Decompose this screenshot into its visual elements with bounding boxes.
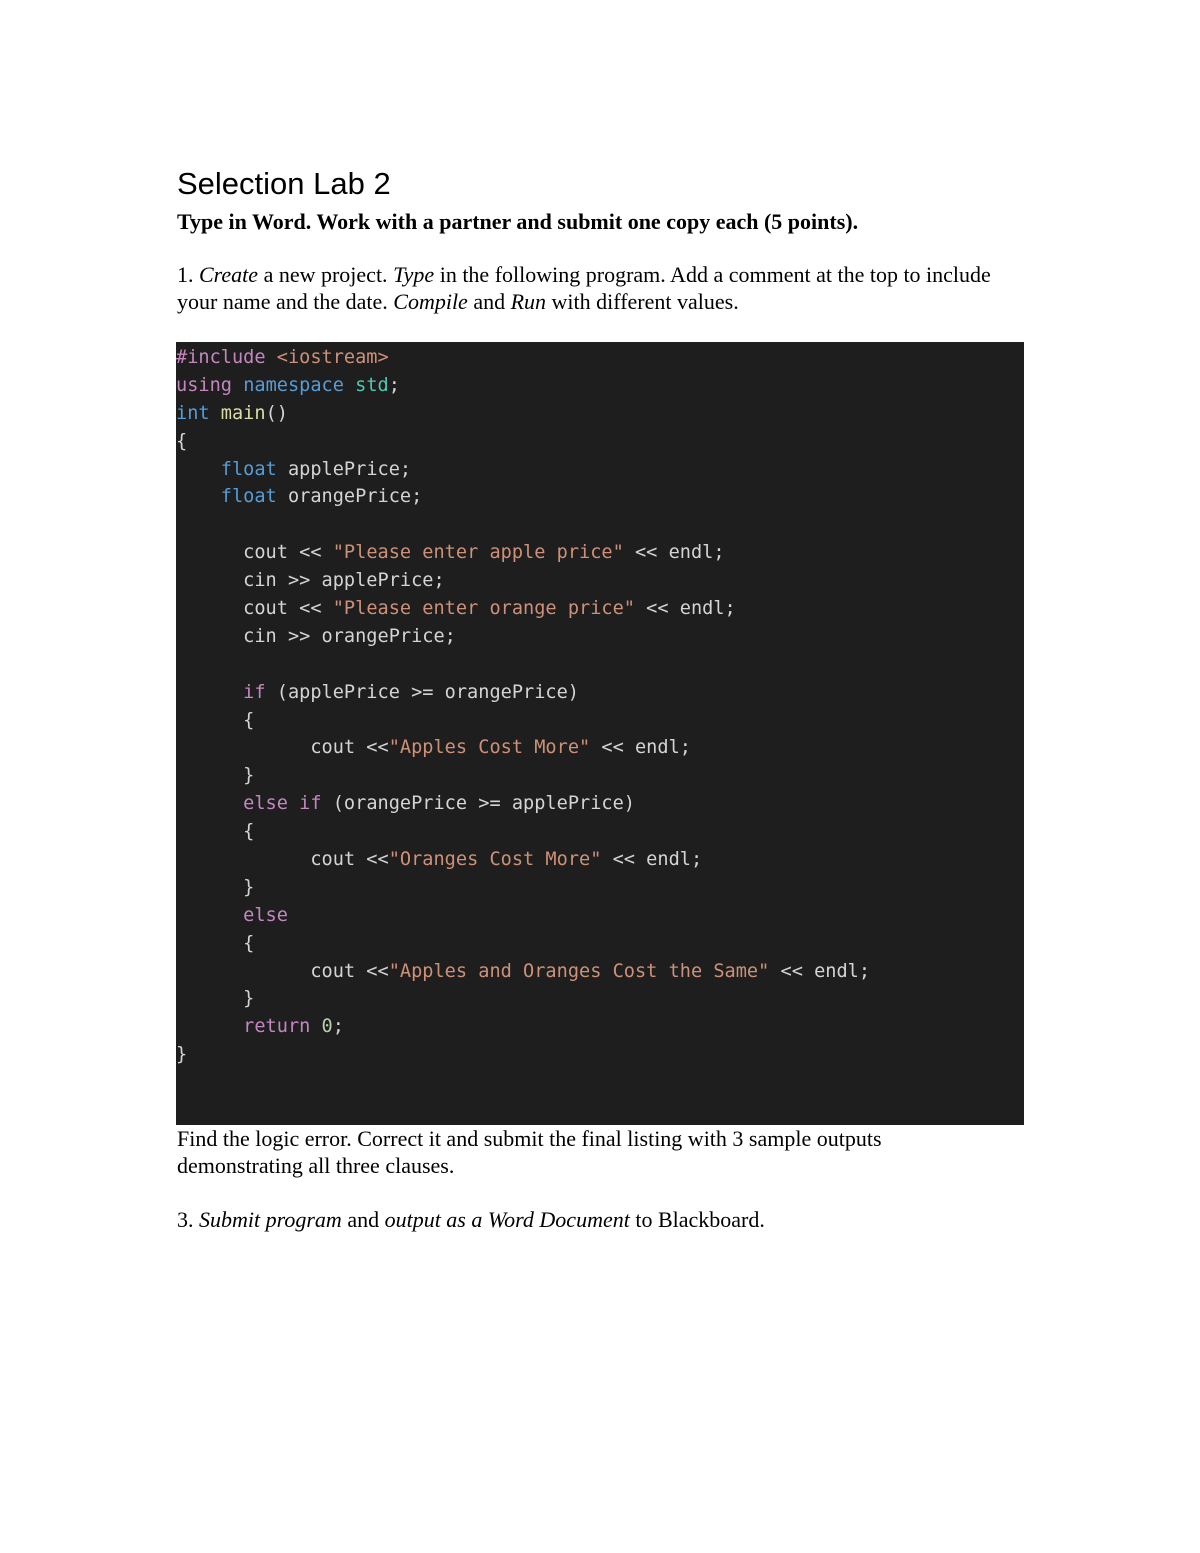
- code-token: cout <<: [176, 598, 333, 620]
- code-line: [176, 456, 1024, 484]
- code-line: [176, 762, 1024, 790]
- output-term: output as a Word Document: [384, 1207, 630, 1232]
- document-subtitle: Type in Word. Work with a partner and submit one copy each (5 points).: [177, 209, 859, 234]
- code-token: }: [176, 876, 255, 898]
- code-line: [176, 511, 1024, 539]
- code-token: cout <<: [176, 737, 389, 759]
- code-token: else if: [243, 793, 322, 815]
- code-line: [176, 1013, 1024, 1041]
- step-1-paragraph: [177, 261, 997, 315]
- code-token: applePrice;: [276, 458, 412, 480]
- create-term: Create: [199, 262, 259, 287]
- code-token: << endl;: [623, 542, 725, 564]
- code-token: main: [220, 402, 266, 424]
- code-line: [176, 846, 1024, 874]
- code-token: cin >> orangePrice;: [176, 625, 456, 647]
- code-token: float: [220, 458, 277, 480]
- code-token: namespace: [243, 374, 344, 396]
- code-line: [176, 930, 1024, 958]
- code-token: [232, 375, 243, 396]
- run-term: Run: [510, 289, 547, 314]
- code-line: [176, 902, 1024, 930]
- step-1-text-d: with different values.: [546, 289, 739, 314]
- code-token: <iostream>: [276, 347, 389, 368]
- code-token: if: [243, 681, 266, 703]
- code-token: (): [265, 402, 288, 424]
- code-line: [176, 651, 1024, 679]
- code-token: (orangePrice >= applePrice): [321, 793, 635, 815]
- code-token: }: [176, 988, 255, 1010]
- code-token: 0: [321, 1016, 333, 1038]
- code-token: {: [176, 709, 255, 731]
- code-token: cout <<: [176, 960, 389, 982]
- code-line: [176, 344, 1024, 372]
- document-title: Selection Lab 2: [177, 166, 391, 201]
- code-token: << endl;: [634, 598, 736, 620]
- code-line: [176, 790, 1024, 818]
- step-3-text-b: to Blackboard.: [629, 1207, 765, 1232]
- code-token: [344, 375, 355, 396]
- code-token: "Please enter apple price": [332, 542, 624, 564]
- compile-term: Compile: [393, 289, 468, 314]
- code-token: ;: [388, 374, 400, 396]
- step-1-text-c: and: [467, 289, 511, 314]
- code-token: [176, 793, 243, 814]
- code-line: [176, 372, 1024, 400]
- step-1-text-a: a new project.: [258, 262, 394, 287]
- code-token: [176, 459, 221, 480]
- code-listing: [176, 342, 1024, 1125]
- code-token: {: [176, 932, 255, 954]
- code-token: cout <<: [176, 849, 389, 871]
- step-1-text-b: in the following program. Add a comment at the top to include your name and the date.: [177, 262, 991, 314]
- code-line: [176, 734, 1024, 762]
- code-token: cin >> applePrice;: [176, 570, 445, 592]
- code-token: ;: [332, 1016, 344, 1038]
- submit-program-term: Submit program: [199, 1207, 342, 1232]
- code-token: #include: [176, 347, 277, 368]
- step-3-paragraph: [177, 1206, 997, 1233]
- code-line: [176, 539, 1024, 567]
- code-token: return: [243, 1016, 311, 1038]
- code-token: else: [243, 904, 288, 926]
- code-line: [176, 818, 1024, 846]
- code-token: using: [176, 374, 232, 396]
- code-token: << endl;: [769, 960, 871, 982]
- code-line: [176, 595, 1024, 623]
- code-line: [176, 567, 1024, 595]
- type-term: Type: [393, 262, 435, 287]
- code-token: (applePrice >= orangePrice): [265, 681, 580, 703]
- code-token: {: [176, 821, 255, 843]
- step-3-number: 3.: [177, 1207, 199, 1232]
- code-token: {: [176, 430, 188, 452]
- code-token: std: [355, 374, 389, 396]
- code-token: float: [220, 486, 277, 508]
- code-token: [176, 1016, 243, 1037]
- step-3-text-a: and: [341, 1207, 385, 1232]
- logic-error-paragraph: Find the logic error. Correct it and submit the final listing with 3 sample outputs demonstrating all three clauses.: [177, 1126, 882, 1178]
- step-1-number: 1.: [177, 262, 199, 287]
- code-line: [176, 400, 1024, 428]
- code-token: cout <<: [176, 542, 333, 564]
- code-line: [176, 623, 1024, 651]
- code-token: [210, 403, 221, 424]
- code-token: << endl;: [601, 849, 703, 871]
- code-token: [176, 682, 243, 703]
- code-line: [176, 679, 1024, 707]
- code-line: [176, 428, 1024, 456]
- code-line: [176, 958, 1024, 986]
- code-token: orangePrice;: [276, 486, 423, 508]
- code-token: "Apples and Oranges Cost the Same": [388, 960, 770, 982]
- code-line: [176, 707, 1024, 735]
- code-token: [310, 1016, 321, 1037]
- code-token: "Oranges Cost More": [388, 849, 602, 871]
- code-token: }: [176, 1044, 188, 1066]
- code-line: [176, 483, 1024, 511]
- code-line: [176, 985, 1024, 1013]
- code-token: [176, 486, 221, 507]
- code-token: "Please enter orange price": [332, 598, 635, 620]
- code-token: [176, 905, 243, 926]
- code-line: [176, 874, 1024, 902]
- code-token: int: [176, 402, 210, 424]
- code-token: << endl;: [590, 737, 691, 759]
- code-token: "Apples Cost More": [388, 737, 591, 759]
- code-token: }: [176, 765, 255, 787]
- code-line: [176, 1041, 1024, 1069]
